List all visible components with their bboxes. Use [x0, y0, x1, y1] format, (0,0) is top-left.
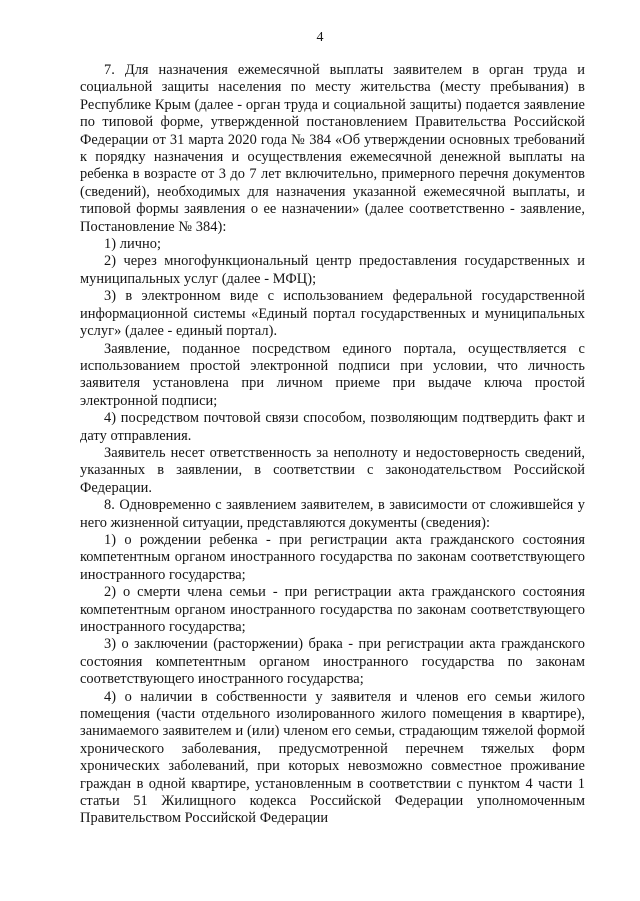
paragraph-8-documents: 8. Одновременно с заявлением заявителем, в зависимости от сложившейся у него жизненной ситуации, представляются документы (сведения):: [80, 497, 585, 531]
paragraph-7-application: 7. Для назначения ежемесячной выплаты заявителем в орган труда и социальной защиты населения по месту жительства (месту пребывания) в Республике Крым (далее - орган труда и социальной защиты) подается заявление по типовой форме, утвержденной постановлением Правительства Российской Федерации от 31 марта 2020 года № 384 «Об утверждении основных требований к порядку назначения и осуществления ежемесячной денежной выплаты на ребенка в возрасте от 3 до 7 лет включительно, примерного перечня документов (сведений), необходимых для назначения указанной ежемесячной выплаты, и типовой формы заявления о ее назначении» (далее соответственно - заявление, Постановление № 384):: [80, 62, 585, 235]
paragraph-document-birth: 1) о рождении ребенка - при регистрации акта гражданского состояния компетентным органом иностранного государства по законам соответствующего иностранного государства;: [80, 531, 585, 583]
paragraph-method-in-person: 1) лично;: [104, 236, 162, 253]
paragraph-document-death: 2) о смерти члена семьи - при регистрации акта гражданского состояния компетентным органом иностранного государства по законам соответствующего иностранного государства;: [80, 584, 585, 635]
paragraph-method-electronic: 3) в электронном виде с использованием федеральной государственной информационной системы «Единый портал государственных и муниципальных услуг» (далее - единый портал).: [80, 288, 585, 340]
paragraph-applicant-responsibility: Заявитель несет ответственность за неполноту и недостоверность сведений, указанных в заявлении, в соответствии с законодательством Российской Федерации.: [80, 444, 585, 496]
paragraph-method-post: 4) посредством почтовой связи способом, позволяющим подтвердить факт и дату отправления.: [80, 410, 585, 444]
paragraph-electronic-signature: Заявление, поданное посредством единого портала, осуществляется с использованием простой электронной подписи при условии, что личность заявителя установлена при личном приеме при выдаче ключа простой электронной подписи;: [80, 340, 585, 409]
page-number: 4: [316, 30, 324, 45]
paragraph-method-mfc: 2) через многофункциональный центр предоставления государственных и муниципальных услуг (далее - МФЦ);: [80, 253, 585, 287]
paragraph-document-housing: 4) о наличии в собственности у заявителя и членов его семьи жилого помещения (части отдельного изолированного жилого помещения в квартире), занимаемого заявителем и (или) членом его семьи, страдающим тяжелой формой хронического заболевания, предусмотренной перечнем тяжелых форм хронических заболеваний, при которых невозможно совместное проживание граждан в одной квартире, установленным в соответствии с пунктом 4 части 1 статьи 51 Жилищного кодекса Российской Федерации уполномоченным Правительством Российской Федерации: [80, 688, 585, 827]
paragraph-document-marriage: 3) о заключении (расторжении) брака - при регистрации акта гражданского состояния компетентным органом иностранного государства по законам соответствующего иностранного государства;: [80, 636, 585, 688]
document-body: [80, 62, 585, 828]
